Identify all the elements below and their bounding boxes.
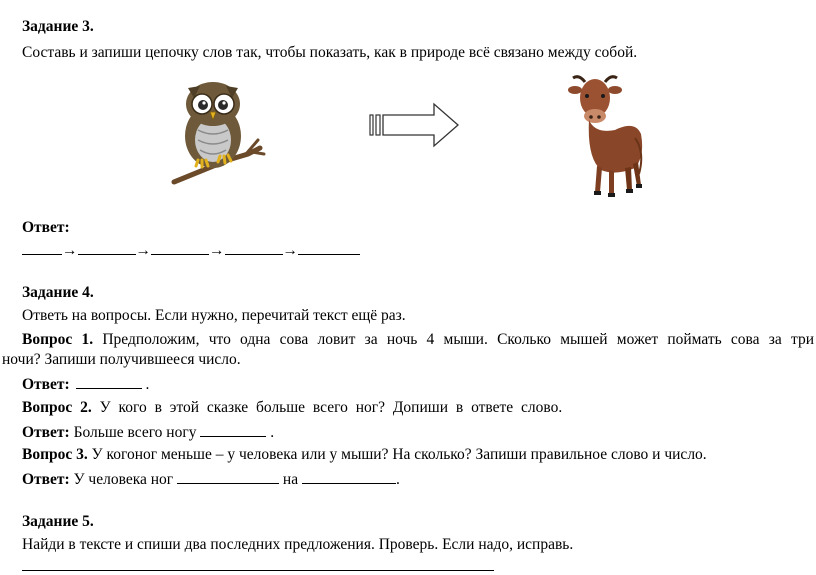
task4-title: Задание 4.: [22, 284, 94, 301]
answer-2-label: Ответ:: [22, 424, 70, 441]
task5-title: Задание 5.: [22, 513, 94, 530]
chain-arrow: →: [135, 242, 151, 259]
question-2-text: У кого в этой сказке больше всего ног? Допиши в ответе слово.: [99, 399, 563, 416]
answer-3-text: У человека ног: [73, 471, 174, 488]
answer-1: [22, 374, 149, 394]
chain-arrow: →: [282, 242, 298, 259]
owl-illustration: [168, 74, 268, 189]
question-1: [22, 330, 814, 349]
answer-3-blank-2[interactable]: [302, 469, 396, 484]
task5-answer-line[interactable]: [22, 570, 494, 571]
answer-1-blank[interactable]: [76, 374, 142, 389]
question-3-text: У когоног меньше – у человека или у мыши? На сколько? Запиши правильное слово и число.: [91, 446, 707, 463]
answer-2: [22, 422, 274, 442]
task4-intro: Ответь на вопросы. Если нужно, перечитай текст ещё раз.: [22, 307, 406, 324]
answer-1-label: Ответ:: [22, 376, 70, 393]
answer-chain: [22, 240, 360, 260]
question-3: [22, 445, 707, 464]
blank-1[interactable]: [22, 240, 62, 255]
answer-3: [22, 469, 400, 489]
blank-3[interactable]: [151, 240, 209, 255]
task3-answer-label: Ответ:: [22, 219, 70, 236]
question-3-label: Вопрос 3.: [22, 446, 88, 463]
question-1-label: Вопрос 1.: [22, 331, 94, 348]
cow-illustration: [565, 72, 647, 204]
question-1-text: Предположим, что одна сова ловит за ночь 4 мыши. Сколько мышей может поймать сова за три: [102, 331, 815, 348]
answer-3-label: Ответ:: [22, 471, 70, 488]
blank-5[interactable]: [298, 240, 360, 255]
chain-arrow: →: [209, 242, 225, 259]
answer-1-end: .: [145, 376, 150, 393]
answer-3-blank-1[interactable]: [177, 469, 279, 484]
blank-2[interactable]: [78, 240, 136, 255]
question-2-label: Вопрос 2.: [22, 399, 92, 416]
question-2: [22, 398, 562, 417]
question-1-text-cont: ночи? Запиши получившееся число.: [2, 351, 241, 368]
task3-title: Задание 3.: [22, 18, 94, 35]
task5-text: Найди в тексте и спиши два последних предложения. Проверь. Если надо, исправь.: [22, 536, 574, 553]
blank-4[interactable]: [225, 240, 283, 255]
chain-arrow: →: [62, 242, 78, 259]
answer-2-blank[interactable]: [200, 422, 266, 437]
answer-3-mid: на: [282, 471, 299, 488]
answer-2-text: Больше всего ногу: [73, 424, 197, 441]
task3-text: Составь и запиши цепочку слов так, чтобы показать, как в природе всё связано между собой.: [22, 44, 638, 61]
answer-2-end: .: [270, 424, 275, 441]
answer-3-end: .: [395, 471, 400, 488]
outline-arrow-right: [368, 102, 462, 150]
